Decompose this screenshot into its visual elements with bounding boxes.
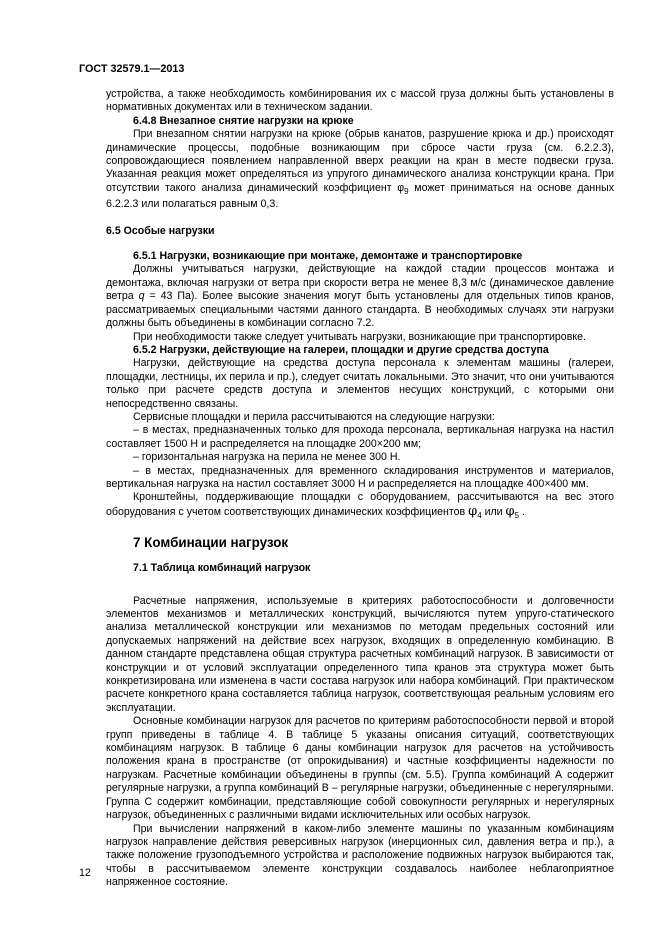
- paragraph: При вычислении напряжений в каком-либо элементе машины по указанным комбинациям нагрузок направление действия реверсивных нагрузок (инерционных сил, давления ветра и пр.), а также положение грузоподъемного устройства и расположение подвижных нагрузок выбираются так, чтобы в рассчитываемом элементе конструкции создавалось наиболее неблагоприятное напряженное состояние.: [106, 822, 614, 889]
- section-heading-6-5: 6.5 Особые нагрузки: [106, 224, 215, 237]
- paragraph: Сервисные площадки и перила рассчитываются на следующие нагрузки:: [133, 410, 495, 423]
- section-heading-6-5-1: 6.5.1 Нагрузки, возникающие при монтаже, демонтаже и транспортировке: [133, 250, 523, 263]
- list-item: – в местах, предназначенных для временного складирования инструментов и материалов, вертикальная нагрузка на настил составляет 3000 Н и распределяется на площадке 400×400 мм.: [106, 464, 614, 490]
- paragraph: При необходимости также следует учитывать нагрузки, возникающие при транспортировке.: [133, 330, 586, 343]
- list-item: – в местах, предназначенных только для прохода персонала, вертикальная нагрузка на настил составляет 1500 Н и распределяется на площадке 200×200 мм;: [106, 424, 614, 450]
- list-item: – горизонтальная нагрузка на перила не менее 300 Н.: [133, 451, 401, 464]
- paragraph: При внезапном снятии нагрузки на крюке (обрыв канатов, разрушение крюка и др.) происходят динамические процессы, подобные возникающим при сбросе части груза (см. 6.2.2.3), сопровождающиеся появлением направленной вверх реакции на кран в месте подвески груза. Указанная реакция может определяться из упругого динамического анализа конструкции крана. При отсутствии такого анализа динамический коэффициент $\varphi_9$ может приниматься на основе данных 6.2.2.3 или полагаться равным 0,3.: [106, 128, 614, 211]
- paragraph: Нагрузки, действующие на средства доступа персонала к элементам машины (галереи, площадки, лестницы, их перила и пр.), следует считать локальными. Это значит, что они учитываются только при расчете средств доступа и элементов несущих конструкций, с которыми они непосредственно связаны.: [106, 357, 614, 410]
- section-heading-6-4-8: 6.4.8 Внезапное снятие нагрузки на крюке: [133, 114, 354, 127]
- paragraph: Кронштейны, поддерживающие площадки с оборудованием, рассчитываются на вес этого оборудования с учетом соответствующих динамических коэффициентов $\varphi_4$ или $\varphi_5$ .: [106, 491, 614, 520]
- paragraph: Расчетные напряжения, используемые в критериях работоспособности и долговечности элементов механизмов и металлических конструкций, вычисляются путем упруго-статического анализа металлической конструкции или механизмов по методам предельных состояний или допускаемых напряжений на действие всех нагрузок, входящих в определенную комбинацию. В данном стандарте представлена общая структура расчетных комбинаций нагрузок. В зависимости от конструкции и от условий эксплуатации определенного типа кранов эта структура может быть конкретизирована или изменена в части состава нагрузок или набора комбинаций. При практическом расчете конкретного крана составляется таблица нагрузок, соответствующая реальным условиям его эксплуатации.: [106, 594, 614, 714]
- section-heading-7-1: 7.1 Таблица комбинаций нагрузок: [133, 562, 311, 575]
- paragraph: Основные комбинации нагрузок для расчетов по критериям работоспособности первой и второй групп приведены в таблице 4. В таблице 5 указаны описания ситуаций, соответствующих комбинациям нагрузок. В таблице 6 даны комбинации нагрузок для расчетов на устойчивость положения крана в пространстве (от опрокидывания) и частные коэффициенты надежности по нагрузкам. Расчетные комбинации объединены в группы (см. 5.5). Группа комбинаций А содержит регулярные нагрузки, а группа комбинаций В – регулярные нагрузки, объединенные с нерегулярными. Группа С содержит комбинации, представляющие собой совокупности регулярных и нерегулярных нагрузок, объединенных с различными видами исключительных или особых нагрузок.: [106, 715, 614, 822]
- chapter-heading-7: 7 Комбинации нагрузок: [133, 535, 289, 551]
- section-heading-6-5-2: 6.5.2 Нагрузки, действующие на галереи, площадки и другие средства доступа: [133, 343, 549, 356]
- paragraph: устройства, а также необходимость комбинирования их с массой груза должны быть установлены в нормативных документах или в техническом задании.: [106, 88, 614, 114]
- document-header: ГОСТ 32579.1—2013: [79, 63, 185, 75]
- page-number: 12: [79, 867, 91, 879]
- document-body: [106, 88, 614, 890]
- paragraph: Должны учитываться нагрузки, действующие на каждой стадии процессов монтажа и демонтажа, включая нагрузки от ветра при скорости ветра не менее 8,3 м/с (динамическое давление ветра q = 43 Па). Более высокие значения могут быть установлены для отдельных типов кранов, рассматриваемых специальными частями данного стандарта. В необходимых случаях эти нагрузки должны быть объединены в комбинации согласно 7.2.: [106, 263, 614, 330]
